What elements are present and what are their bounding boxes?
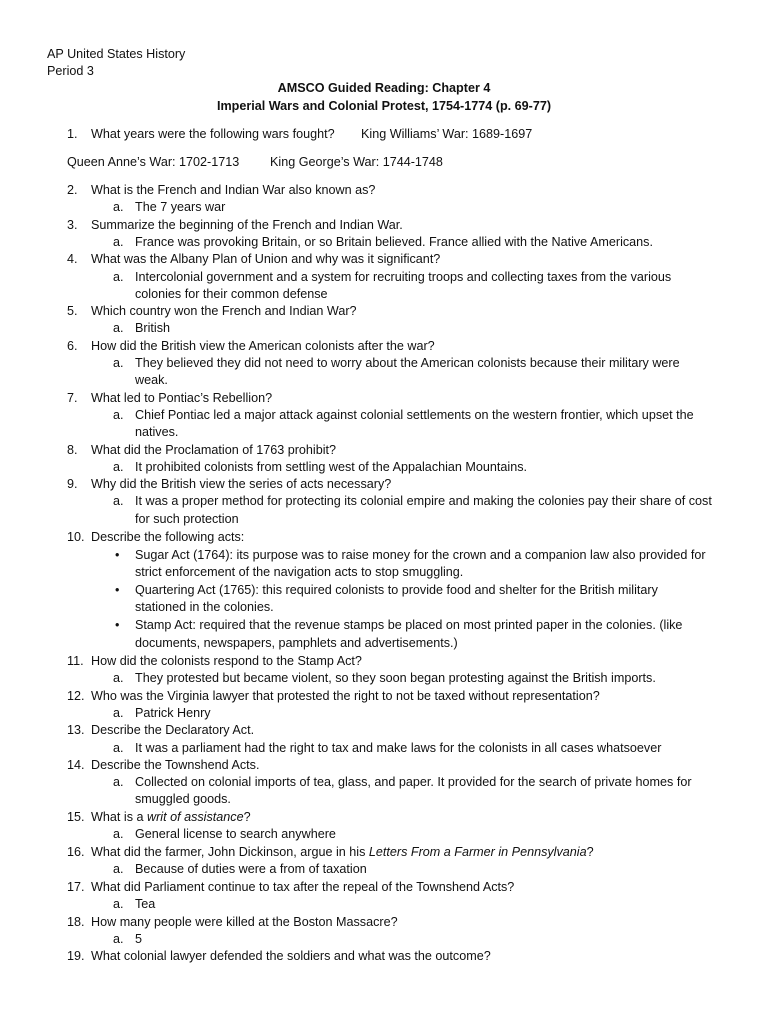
answer-letter: a. xyxy=(113,234,124,249)
class-period: Period 3 xyxy=(47,64,94,78)
answer-text: France was provoking Britain, or so Britain believed. France allied with the Native Americans. xyxy=(135,234,653,249)
question-number: 17. xyxy=(67,880,85,894)
question-number: 3. xyxy=(67,217,78,232)
answer-text: King Williams’ War: 1689-1697 xyxy=(361,127,533,141)
answer-text: Tea xyxy=(135,897,156,912)
bullet-icon: • xyxy=(115,547,120,562)
question-text: What did the farmer, John Dickinson, argue in his Letters From a Farmer in Pennsylvania? xyxy=(91,845,594,859)
question-text: How did the colonists respond to the Stamp Act? xyxy=(91,654,362,668)
question-text: What years were the following wars fought? xyxy=(91,127,335,141)
answer-letter: a. xyxy=(113,407,124,422)
answer-text: Queen Anne’s War: 1702-1713 xyxy=(67,155,240,169)
bullet-text: Sugar Act (1764): its purpose was to raise money for the crown and a companion law also provided for xyxy=(135,547,706,562)
answer-letter: a. xyxy=(113,459,124,474)
answer-text: British xyxy=(135,321,170,336)
answer-text: General license to search anywhere xyxy=(135,827,336,841)
question-number: 11. xyxy=(67,654,84,668)
bullet-text: Stamp Act: required that the revenue stamps be placed on most printed paper in the colonies. (like xyxy=(135,618,683,632)
question-number: 2. xyxy=(67,183,78,197)
question-text: What did Parliament continue to tax after the repeal of the Townshend Acts? xyxy=(91,880,515,894)
answer-text: It was a parliament had the right to tax and make laws for the colonists in all cases whatsoever xyxy=(135,740,662,755)
question-text: What was the Albany Plan of Union and why was it significant? xyxy=(91,252,441,267)
answer-letter: a. xyxy=(113,705,124,720)
question-number: 14. xyxy=(67,757,85,772)
bullet-text: strict enforcement of the navigation acts to stop smuggling. xyxy=(135,565,464,580)
answer-letter: a. xyxy=(113,269,124,284)
answer-text: Collected on colonial imports of tea, glass, and paper. It provided for the search of private homes for xyxy=(135,775,692,790)
bullet-text: Quartering Act (1765): this required colonists to provide food and shelter for the British military xyxy=(135,582,658,597)
bullet-text: stationed in the colonies. xyxy=(135,600,274,615)
answer-letter: a. xyxy=(113,931,124,946)
question-text: How did the British view the American colonists after the war? xyxy=(91,338,435,353)
answer-letter: a. xyxy=(113,862,124,876)
answer-text: Patrick Henry xyxy=(135,705,211,720)
question-text: What colonial lawyer defended the soldiers and what was the outcome? xyxy=(91,949,491,963)
bullet-icon: • xyxy=(115,582,120,597)
worksheet-subtitle: Imperial Wars and Colonial Protest, 1754-1774 (p. 69-77) xyxy=(216,99,552,113)
question-number: 6. xyxy=(67,338,78,353)
question-text: What is a writ of assistance? xyxy=(91,810,251,824)
question-number: 7. xyxy=(67,390,78,405)
question-number: 4. xyxy=(67,252,78,267)
answer-text: smuggled goods. xyxy=(135,792,231,807)
answer-text: colonies for their common defense xyxy=(135,286,328,301)
question-number: 13. xyxy=(67,723,85,738)
answer-text: Chief Pontiac led a major attack against colonial settlements on the western frontier, which upset the xyxy=(135,407,694,422)
question-text: Who was the Virginia lawyer that protested the right to not be taxed without representation? xyxy=(91,688,600,703)
answer-text: 5 xyxy=(135,931,143,946)
answer-letter: a. xyxy=(113,897,124,912)
question-text: What is the French and Indian War also known as? xyxy=(91,183,376,197)
question-text: How many people were killed at the Boston Massacre? xyxy=(91,914,398,929)
answer-text: The 7 years war xyxy=(135,200,226,215)
answer-text: They believed they did not need to worry about the American colonists because their military were xyxy=(135,356,680,370)
answer-text: It was a proper method for protecting its colonial empire and making the colonies pay their share of cost xyxy=(135,494,712,509)
bullet-text: documents, newspapers, pamphlets and advertisements.) xyxy=(135,635,458,650)
answer-text: King George’s War: 1744-1748 xyxy=(270,155,443,169)
answer-text: weak. xyxy=(135,373,168,388)
answer-letter: a. xyxy=(113,775,124,790)
question-number: 1. xyxy=(67,127,78,141)
question-number: 16. xyxy=(67,845,85,859)
question-text: Which country won the French and Indian War? xyxy=(91,304,357,319)
question-number: 5. xyxy=(67,304,78,319)
course-name: AP United States History xyxy=(47,47,186,61)
question-number: 12. xyxy=(67,688,85,703)
answer-text: natives. xyxy=(135,425,179,440)
answer-text: Intercolonial government and a system for recruiting troops and collecting taxes from the various xyxy=(135,269,672,284)
question-text: What led to Pontiac’s Rebellion? xyxy=(91,390,273,405)
question-number: 19. xyxy=(67,949,85,963)
answer-letter: a. xyxy=(113,827,124,841)
question-text: Describe the following acts: xyxy=(91,530,245,544)
answer-text: It prohibited colonists from settling west of the Appalachian Mountains. xyxy=(135,459,528,474)
answer-letter: a. xyxy=(113,321,124,336)
question-number: 18. xyxy=(67,914,85,929)
answer-letter: a. xyxy=(113,494,124,509)
answer-letter: a. xyxy=(113,356,124,370)
question-number: 15. xyxy=(67,810,85,824)
answer-letter: a. xyxy=(113,671,124,686)
answer-text: They protested but became violent, so they soon began protesting against the British imports. xyxy=(135,671,656,686)
question-text: Describe the Townshend Acts. xyxy=(91,757,260,772)
bullet-icon: • xyxy=(115,618,120,632)
worksheet-title: AMSCO Guided Reading: Chapter 4 xyxy=(277,81,491,95)
answer-text: for such protection xyxy=(135,511,239,526)
answer-letter: a. xyxy=(113,740,124,755)
answer-letter: a. xyxy=(113,200,124,215)
question-text: Describe the Declaratory Act. xyxy=(91,723,255,738)
answer-text: Because of duties were a from of taxation xyxy=(135,862,367,876)
question-number: 8. xyxy=(67,442,78,457)
question-text: Why did the British view the series of acts necessary? xyxy=(91,477,392,492)
question-text: Summarize the beginning of the French and Indian War. xyxy=(91,217,403,232)
question-text: What did the Proclamation of 1763 prohibit? xyxy=(91,442,337,457)
question-number: 9. xyxy=(67,477,78,492)
question-number: 10. xyxy=(67,530,85,544)
